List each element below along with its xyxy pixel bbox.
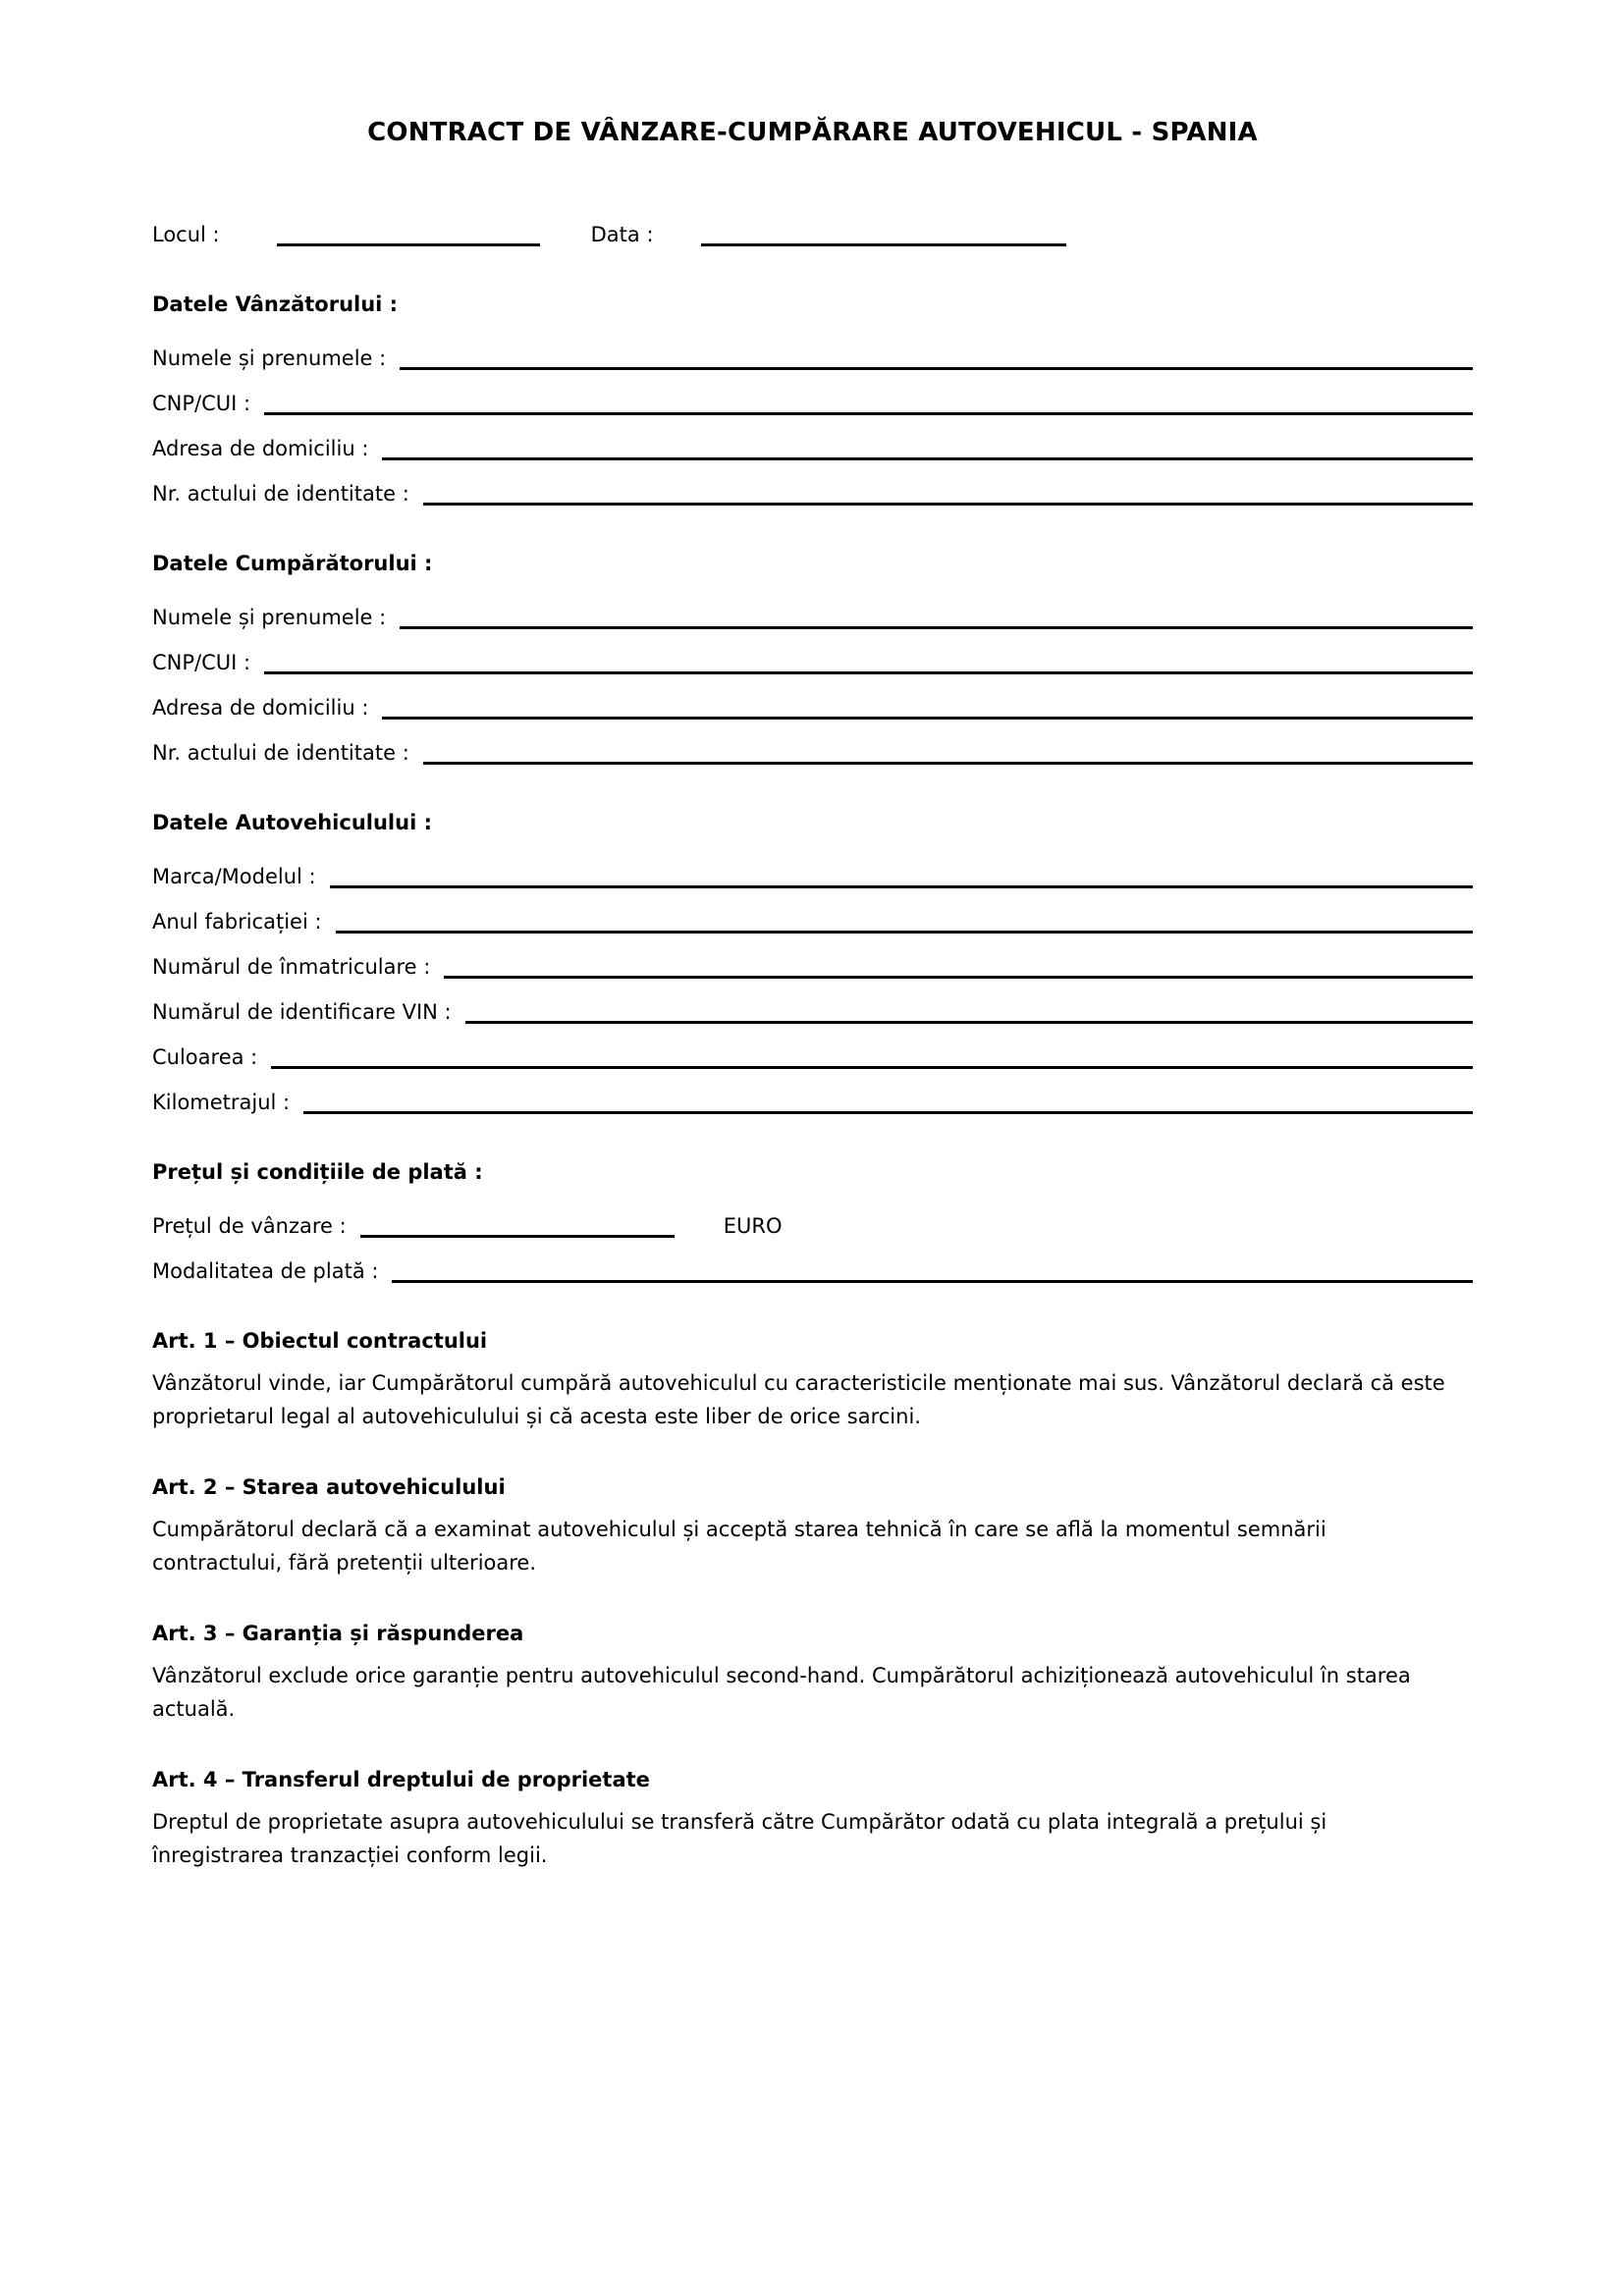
currency-label: EURO — [723, 1214, 783, 1239]
article-body: Vânzătorul vinde, iar Cumpărătorul cumpără autovehiculul cu caracteristicile menționate mai sus. Vânzătorul declară că este proprietarul legal al autovehiculului și că acesta este liber de orice sarcini. — [152, 1371, 1445, 1429]
article-title: Art. 1 – Obiectul contractului — [152, 1329, 488, 1354]
buyer-section-heading: Datele Cumpărătorului : — [152, 552, 433, 576]
article-body: Cumpărătorul declară că a examinat autovehiculul și acceptă starea tehnică în care se află la momentul semnării contractului, fără pretenții ulterioare. — [152, 1518, 1326, 1575]
field-label: Anul fabricației : — [152, 910, 322, 934]
field-input-rule[interactable] — [264, 671, 1473, 674]
buyer-field-address — [152, 678, 1473, 723]
field-label: Culoarea : — [152, 1045, 258, 1070]
field-input-rule[interactable] — [400, 367, 1473, 370]
payment-method-input-rule[interactable] — [392, 1280, 1473, 1283]
article-title: Art. 3 – Garanția și răspunderea — [152, 1622, 524, 1646]
price-section-heading: Prețul și condițiile de plată : — [152, 1160, 483, 1185]
vehicle-field-plate — [152, 937, 1473, 983]
field-label: Nr. actului de identitate : — [152, 482, 409, 507]
article-3 — [152, 1619, 1473, 1726]
field-label: Adresa de domiciliu : — [152, 437, 369, 461]
article-title: Art. 2 – Starea autovehiculului — [152, 1475, 506, 1500]
date-label: Data : — [590, 223, 654, 247]
buyer-field-cnp — [152, 633, 1473, 678]
vehicle-field-color — [152, 1028, 1473, 1073]
field-input-rule[interactable] — [382, 457, 1473, 460]
vehicle-field-year — [152, 892, 1473, 937]
vehicle-field-vin — [152, 983, 1473, 1028]
field-input-rule[interactable] — [330, 885, 1473, 888]
field-input-rule[interactable] — [444, 976, 1473, 979]
field-label: Kilometrajul : — [152, 1091, 291, 1115]
place-label: Locul : — [152, 223, 220, 247]
field-label: Marca/Modelul : — [152, 865, 316, 889]
place-date-row — [152, 203, 1473, 250]
vehicle-field-mileage — [152, 1073, 1473, 1118]
price-field-amount — [152, 1197, 1473, 1242]
field-label: Prețul de vânzare : — [152, 1214, 347, 1239]
seller-field-address — [152, 419, 1473, 464]
field-input-rule[interactable] — [303, 1111, 1473, 1114]
seller-field-name — [152, 329, 1473, 374]
field-label: Nr. actului de identitate : — [152, 741, 409, 766]
field-input-rule[interactable] — [264, 412, 1473, 415]
price-field-payment-method — [152, 1242, 1473, 1287]
article-body: Vânzătorul exclude orice garanție pentru autovehiculul second-hand. Cumpărătorul achiziționează autovehiculul în starea actuală. — [152, 1664, 1411, 1722]
buyer-field-id-number — [152, 723, 1473, 769]
vehicle-section — [152, 808, 1473, 1118]
place-input-rule[interactable] — [277, 243, 540, 246]
field-input-rule[interactable] — [336, 931, 1473, 934]
article-title: Art. 4 – Transferul dreptului de proprietate — [152, 1768, 650, 1792]
field-input-rule[interactable] — [400, 626, 1473, 629]
field-input-rule[interactable] — [465, 1021, 1473, 1024]
vehicle-section-heading: Datele Autovehiculului : — [152, 811, 432, 835]
page-title: CONTRACT DE VÂNZARE-CUMPĂRARE AUTOVEHICUL - SPANIA — [367, 118, 1258, 147]
article-4 — [152, 1765, 1473, 1872]
price-input-rule[interactable] — [360, 1235, 675, 1238]
buyer-section — [152, 549, 1473, 769]
seller-field-cnp — [152, 374, 1473, 419]
field-label: Adresa de domiciliu : — [152, 696, 369, 721]
field-input-rule[interactable] — [423, 762, 1473, 765]
field-label: CNP/CUI : — [152, 392, 251, 416]
field-label: CNP/CUI : — [152, 651, 251, 675]
field-input-rule[interactable] — [423, 503, 1473, 506]
price-section — [152, 1157, 1473, 1287]
seller-field-id-number — [152, 464, 1473, 509]
field-input-rule[interactable] — [382, 717, 1473, 720]
field-label: Numele și prenumele : — [152, 606, 387, 630]
field-input-rule[interactable] — [271, 1066, 1473, 1069]
article-1 — [152, 1326, 1473, 1433]
document-content — [152, 0, 1473, 1872]
field-label: Modalitatea de plată : — [152, 1259, 379, 1284]
seller-section-heading: Datele Vânzătorului : — [152, 293, 399, 317]
date-input-rule[interactable] — [701, 243, 1066, 246]
field-label: Numele și prenumele : — [152, 347, 387, 371]
vehicle-field-make-model — [152, 847, 1473, 892]
field-label: Numărul de identificare VIN : — [152, 1000, 452, 1025]
article-2 — [152, 1472, 1473, 1579]
field-label: Numărul de înmatriculare : — [152, 955, 431, 980]
buyer-field-name — [152, 588, 1473, 633]
article-body: Dreptul de proprietate asupra autovehiculului se transferă către Cumpărător odată cu plata integrală a prețului și înregistrarea tranzacției conform legii. — [152, 1810, 1327, 1868]
seller-section — [152, 290, 1473, 509]
